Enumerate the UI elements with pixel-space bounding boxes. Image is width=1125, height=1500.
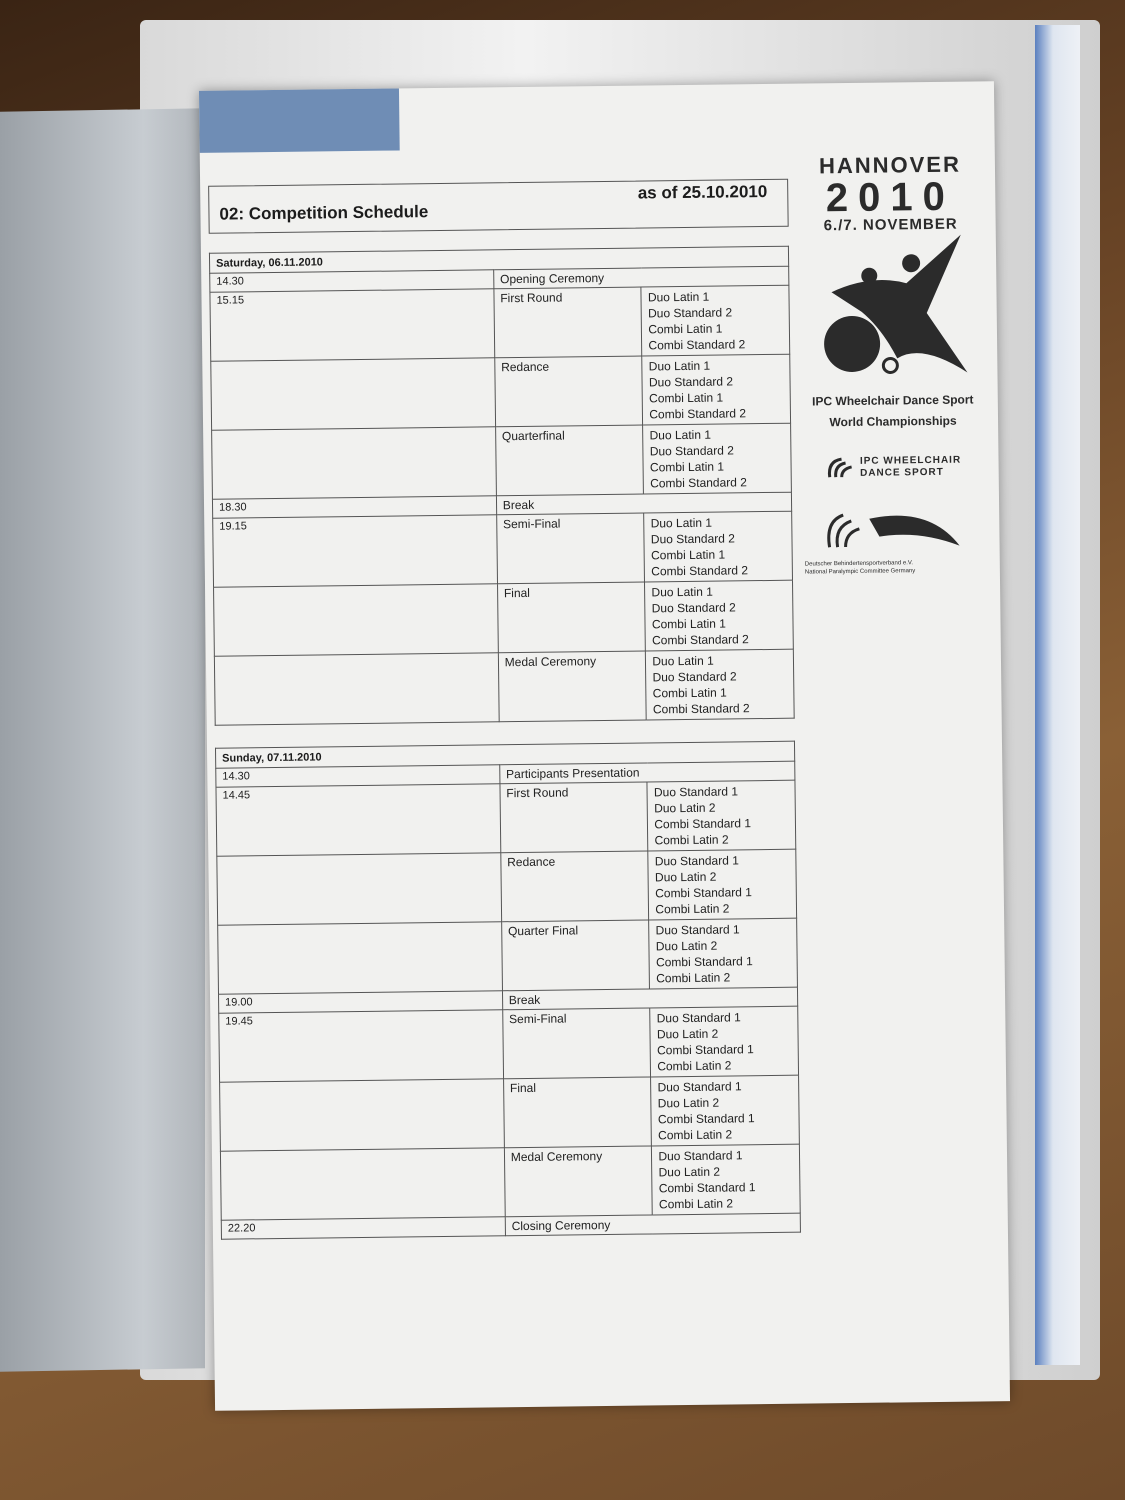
- saturday-title: Saturday, 06.11.2010: [209, 246, 789, 273]
- category-item: Combi Standard 1: [655, 885, 752, 901]
- schedule-row: [217, 849, 797, 925]
- row-time: [212, 427, 497, 499]
- row-time: 19.00: [219, 991, 503, 1013]
- sunday-title: Sunday, 07.11.2010: [215, 741, 795, 768]
- title-box: [208, 179, 789, 234]
- row-time: 19.45: [219, 1010, 504, 1082]
- row-time: 19.15: [213, 515, 498, 587]
- row-time: 14.30: [216, 765, 500, 787]
- row-categories: [644, 511, 792, 582]
- schedule-row: [214, 649, 794, 725]
- logo-year: 2010: [825, 174, 956, 221]
- row-categories: [650, 1006, 798, 1077]
- row-event: Semi-Final: [502, 1008, 650, 1079]
- category-item: Combi Standard 1: [657, 1111, 755, 1127]
- row-event: Closing Ceremony: [505, 1213, 800, 1236]
- schedule-row: [220, 1144, 800, 1220]
- category-item: Duo Latin 2: [656, 1026, 719, 1042]
- category-item: Combi Standard 2: [651, 563, 749, 579]
- category-item: Duo Standard 2: [649, 443, 734, 459]
- category-item: Duo Latin 1: [648, 358, 711, 374]
- agitos-icon: [826, 455, 856, 481]
- row-time: 22.20: [221, 1217, 505, 1239]
- saturday-schedule-table: [209, 266, 794, 726]
- category-item: Combi Standard 1: [654, 816, 752, 832]
- dbs-line2: National Paralympic Committee Germany: [804, 568, 916, 576]
- category-item: Combi Latin 2: [655, 901, 730, 917]
- category-item: Combi Latin 1: [649, 390, 724, 406]
- row-time: [211, 358, 496, 430]
- category-item: Duo Standard 2: [652, 669, 737, 685]
- row-time: 15.15: [210, 289, 495, 361]
- category-item: Duo Standard 2: [648, 374, 734, 390]
- schedule-row: [213, 511, 793, 587]
- category-item: Combi Latin 1: [652, 685, 727, 701]
- championship-logos: [800, 151, 986, 633]
- category-item: Duo Standard 2: [648, 305, 733, 321]
- category-item: Combi Latin 2: [654, 832, 729, 848]
- binder-spine-edge: [1035, 25, 1080, 1365]
- row-event: First Round: [494, 287, 642, 358]
- schedule-row: [216, 780, 796, 856]
- logo-dates: 6./7. NOVEMBER: [823, 215, 958, 235]
- sunday-schedule-table: [215, 761, 801, 1240]
- dbs-line1: Deutscher Behindertensportverband e.V.: [804, 560, 914, 568]
- category-item: Combi Standard 2: [652, 632, 749, 648]
- category-item: Duo Standard 1: [658, 1148, 743, 1164]
- row-time: [220, 1079, 505, 1151]
- row-time: [217, 853, 502, 925]
- category-item: Duo Latin 1: [650, 515, 713, 531]
- sunday-block: [215, 741, 801, 1240]
- category-item: Duo Latin 2: [658, 1164, 721, 1180]
- category-item: Duo Standard 1: [655, 922, 740, 938]
- row-time: 14.30: [210, 270, 494, 292]
- category-item: Duo Standard 1: [656, 1010, 741, 1026]
- row-event: First Round: [500, 782, 648, 853]
- category-item: Combi Latin 2: [658, 1196, 734, 1212]
- logo-city: HANNOVER: [818, 151, 962, 179]
- category-item: Combi Standard 1: [658, 1180, 756, 1196]
- ipc-logo: [803, 453, 983, 481]
- category-item: Combi Standard 2: [649, 406, 747, 422]
- row-categories: [645, 580, 793, 651]
- category-item: Combi Latin 1: [648, 321, 723, 337]
- schedule-page: [199, 81, 1010, 1411]
- schedule-row: [212, 423, 792, 499]
- schedule-row: [220, 1075, 800, 1151]
- row-categories: [647, 780, 795, 851]
- row-event: Medal Ceremony: [504, 1146, 652, 1217]
- category-item: Duo Standard 1: [653, 784, 739, 800]
- row-time: 18.30: [212, 496, 496, 518]
- category-item: Duo Latin 1: [649, 427, 712, 443]
- row-categories: [646, 649, 794, 720]
- row-time: [214, 584, 499, 656]
- category-item: Duo Standard 2: [651, 600, 736, 616]
- row-time: [218, 922, 503, 994]
- category-item: Duo Standard 1: [657, 1079, 742, 1095]
- dbs-logo: [804, 505, 985, 576]
- category-item: Duo Latin 2: [654, 800, 716, 816]
- category-item: Combi Latin 2: [657, 1058, 732, 1074]
- category-item: Combi Standard 1: [655, 954, 753, 970]
- category-item: Duo Latin 1: [651, 584, 713, 600]
- category-item: Combi Latin 1: [651, 616, 727, 632]
- page-header-band: [199, 88, 400, 152]
- row-categories: [648, 849, 796, 920]
- row-event: Opening Ceremony: [493, 266, 788, 289]
- category-item: Combi Latin 2: [656, 970, 731, 986]
- category-item: Combi Latin 1: [649, 459, 725, 475]
- saturday-block: [209, 246, 795, 726]
- row-event: Semi-Final: [496, 513, 644, 584]
- row-event: Participants Presentation: [500, 761, 795, 784]
- category-item: Duo Standard 1: [654, 853, 739, 869]
- row-event: Final: [503, 1077, 651, 1148]
- schedule-row: [214, 580, 794, 656]
- category-item: Combi Standard 2: [650, 475, 747, 491]
- dbs-swoosh-icon: [819, 506, 970, 556]
- row-categories: [641, 285, 789, 356]
- category-item: Combi Standard 2: [652, 701, 750, 717]
- row-event: Break: [496, 492, 791, 515]
- ipc-line2: DANCE SPORT: [859, 466, 944, 479]
- category-item: Combi Latin 1: [650, 547, 726, 563]
- category-item: Duo Standard 2: [650, 531, 735, 547]
- category-item: Duo Latin 2: [654, 869, 717, 885]
- category-item: Duo Latin 2: [657, 1095, 720, 1111]
- row-event: Redance: [495, 356, 643, 427]
- row-event: Quarterfinal: [495, 425, 643, 496]
- row-time: 14.45: [216, 784, 501, 856]
- row-categories: [651, 1075, 799, 1146]
- row-event: Break: [502, 987, 797, 1010]
- category-item: Duo Latin 1: [647, 289, 710, 305]
- row-event: Redance: [501, 851, 649, 922]
- row-categories: [643, 423, 791, 494]
- row-time: [214, 653, 499, 725]
- row-categories: [642, 354, 790, 425]
- schedule-row: [218, 918, 798, 994]
- logo-championship-line2: World Championships: [829, 413, 957, 430]
- category-item: Duo Latin 1: [652, 653, 714, 669]
- category-item: Combi Latin 2: [658, 1127, 733, 1143]
- dancers-logo-icon: [811, 232, 973, 384]
- left-page: [0, 108, 205, 1372]
- row-time: [220, 1148, 505, 1220]
- category-item: Combi Standard 1: [657, 1042, 754, 1058]
- category-item: Combi Standard 2: [648, 337, 746, 353]
- row-event: Final: [497, 582, 645, 653]
- schedule-row: [219, 1006, 799, 1082]
- page-title: 02: Competition Schedule: [219, 202, 429, 224]
- schedule-row: [211, 354, 791, 430]
- as-of-date: as of 25.10.2010: [637, 181, 768, 203]
- ipc-line1: IPC WHEELCHAIR: [859, 454, 962, 467]
- schedule-row: [210, 285, 790, 361]
- row-categories: [652, 1144, 800, 1215]
- logo-championship-line1: IPC Wheelchair Dance Sport: [812, 392, 974, 409]
- row-categories: [649, 918, 797, 989]
- row-event: Medal Ceremony: [498, 651, 646, 722]
- row-event: Quarter Final: [501, 920, 649, 991]
- category-item: Duo Latin 2: [655, 938, 718, 954]
